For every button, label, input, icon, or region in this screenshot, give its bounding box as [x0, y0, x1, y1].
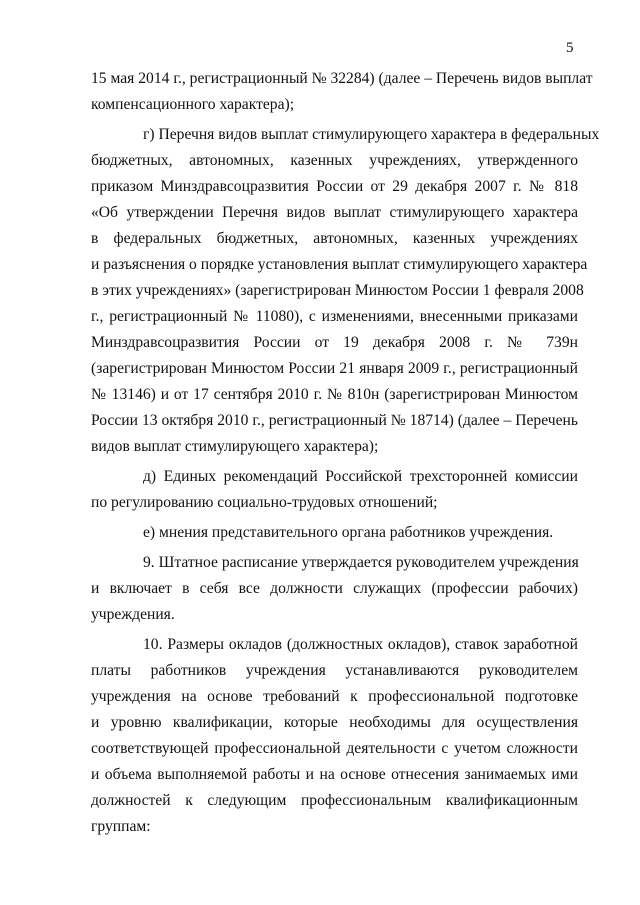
text-line: и объема выполняемой работы и на основе отнесения занимаемых ими — [91, 766, 578, 783]
text-line: компенсационного характера); — [91, 96, 295, 113]
paragraph-compensation-list-end — [91, 66, 593, 118]
text-line: России 13 октября 2010 г., регистрационный № 18714) (далее – Перечень — [91, 412, 578, 429]
text-line: Минздравсоцразвития России от 19 декабря 2008 г. № 739н — [91, 334, 578, 351]
document-body — [91, 66, 600, 840]
text-line: 10. Размеры окладов (должностных окладов), ставок заработной — [143, 636, 578, 653]
text-line: группам: — [91, 818, 151, 835]
paragraph-9 — [91, 550, 578, 628]
text-line: е) мнения представительного органа работников учреждения. — [143, 524, 554, 541]
text-line: и уровню квалификации, которые необходимы для осуществления — [91, 714, 578, 731]
text-line: должностей к следующим профессиональным квалификационным — [91, 792, 578, 809]
text-line: бюджетных, автономных, казенных учреждениях, утвержденного — [91, 152, 578, 169]
text-line: и включает в себя все должности служащих (профессии рабочих) — [91, 580, 578, 597]
text-line: д) Единых рекомендаций Российской трехсторонней комиссии — [143, 468, 578, 485]
text-line: соответствующей профессиональной деятельности с учетом сложности — [91, 740, 578, 757]
text-line: в федеральных бюджетных, автономных, казенных учреждениях — [91, 230, 578, 247]
paragraph-item-g — [91, 122, 600, 460]
text-line: по регулированию социально-трудовых отношений; — [91, 494, 438, 511]
text-line: 9. Штатное расписание утверждается руководителем учреждения — [143, 554, 579, 571]
text-line: и разъяснения о порядке установления выплат стимулирующего характера — [91, 256, 588, 273]
text-line: учреждения на основе требований к профессиональной подготовке — [91, 688, 578, 705]
text-line: «Об утверждении Перечня видов выплат стимулирующего характера — [91, 204, 578, 221]
page-number: 5 — [566, 40, 574, 56]
text-line: в этих учреждениях» (зарегистрирован Минюстом России 1 февраля 2008 — [91, 282, 584, 299]
text-line: № 13146) и от 17 сентября 2010 г. № 810н (зарегистрирован Минюстом — [91, 386, 578, 403]
text-line: приказом Минздравсоцразвития России от 29 декабря 2007 г. № 818 — [91, 178, 578, 195]
paragraph-10 — [91, 632, 578, 840]
text-line: 15 мая 2014 г., регистрационный № 32284) (далее – Перечень видов выплат — [91, 70, 593, 87]
text-line: г) Перечня видов выплат стимулирующего характера в федеральных — [143, 126, 600, 143]
text-line: платы работников учреждения устанавливаются руководителем — [91, 662, 578, 679]
text-line: (зарегистрирован Минюстом России 21 января 2009 г., регистрационный — [91, 360, 578, 377]
paragraph-item-e — [91, 520, 578, 546]
text-line: видов выплат стимулирующего характера); — [91, 438, 379, 455]
text-line: учреждения. — [91, 606, 175, 623]
text-line: г., регистрационный № 11080), с изменениями, внесенными приказами — [91, 308, 578, 325]
paragraph-item-d — [91, 464, 578, 516]
